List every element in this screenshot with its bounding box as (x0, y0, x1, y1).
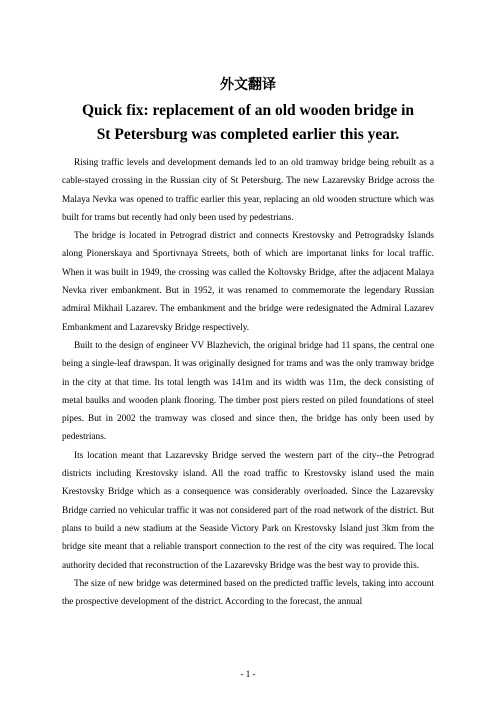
section-heading: 外文翻译 (220, 77, 276, 93)
article-title-line-1: Quick fix: replacement of an old wooden bridge in (81, 102, 415, 119)
body-paragraph: Rising traffic levels and development demands led to an old tramway bridge being rebuilt as a cable-stayed crossing in the Russian city of St Petersburg. The new Lazarevsky Bridge across the Malaya Nevka was opened to traffic earlier this year, replacing an old wooden structure which was built for trams but recently had only been used by pedestrians. (62, 158, 434, 223)
body-paragraph: The size of new bridge was determined based on the predicted traffic levels, taking into account the prospective development of the district. According to the forecast, the annual (62, 578, 434, 608)
article-body (62, 154, 434, 611)
article-title (0, 99, 496, 147)
page-number: - 1 - (240, 669, 256, 679)
body-paragraph: Its location meant that Lazarevsky Bridge served the western part of the city--the Petrograd districts including Krestovsky island. All the road traffic to Krestovsky island used the main Krestovsky Bridge which as a consequence was considerably overloaded. Since the Lazarevsky Bridge carried no vehicular traffic it was not considered part of the road network of the district. But plans to build a new stadium at the Seaside Victory Park on Krestovsky Island just 3km from the bridge site meant that a reliable transport connection to the rest of the city was required. The local authority decided that reconstruction of the Lazarevsky Bridge was the best way to provide this. (62, 450, 434, 571)
article-title-line-2: St Petersburg was completed earlier this year. (96, 126, 400, 143)
body-paragraph: Built to the design of engineer VV Blazhevich, the original bridge had 11 spans, the central one being a single-leaf drawspan. It was originally designed for trams and was the only tramway bridge in the city at that time. Its total length was 141m and its width was 11m, the deck consisting of metal baulks and wooden plank flooring. The timber post piers rested on piled foundations of steel pipes. But in 2002 the tramway was closed and since then, the bridge has only been used by pedestrians. (62, 340, 434, 443)
body-paragraph: The bridge is located in Petrograd district and connects Krestovsky and Petrogradsky Islands along Pionerskaya and Sportivnaya Streets, both of which are importanat links for local traffic. When it was built in 1949, the crossing was called the Koltovsky Bridge, after the adjacent Malaya Nevka river embankment. But in 1952, it was renamed to commemorate the legendary Russian admiral Mikhail Lazarev. The embankment and the bridge were redesignated the Admiral Lazarev Embankment and Lazarevsky Bridge respectively. (62, 231, 434, 333)
